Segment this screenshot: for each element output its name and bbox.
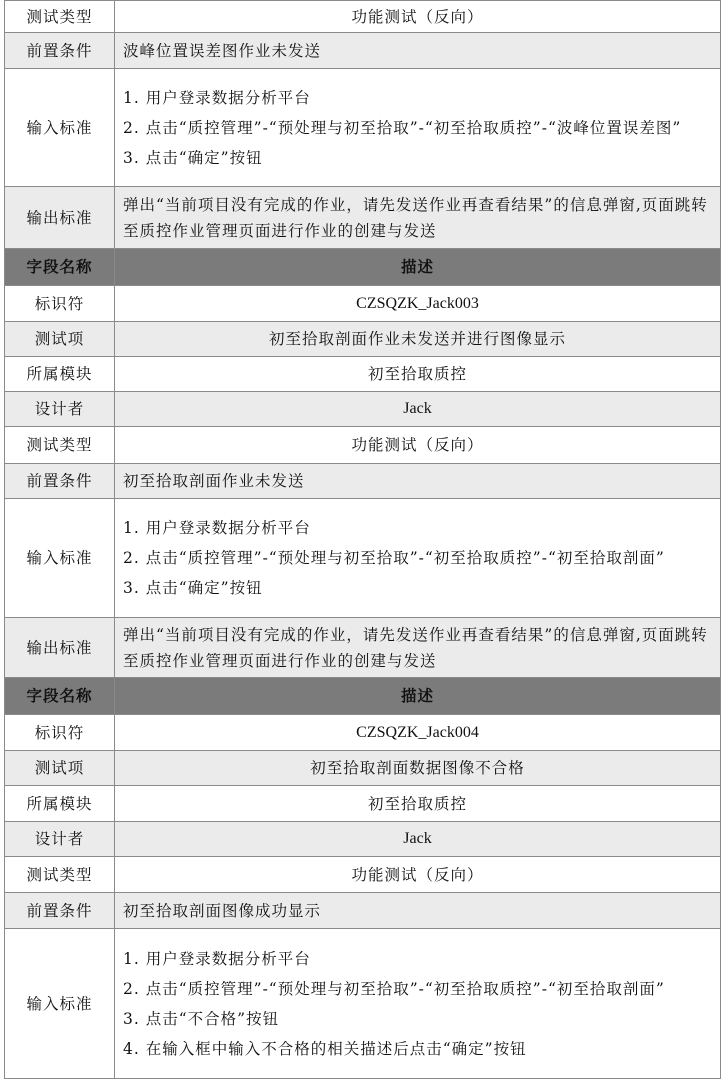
table-header-row bbox=[5, 249, 721, 286]
field-value: 初至拾取质控 bbox=[115, 786, 721, 822]
field-value: 功能测试（反向） bbox=[115, 427, 721, 464]
header-description: 描述 bbox=[115, 249, 721, 286]
field-value: 弹出“当前项目没有完成的作业，请先发送作业再查看结果”的信息弹窗,页面跳转至质控作业管理页面进行作业的创建与发送 bbox=[115, 618, 721, 678]
step-item: 3. 点击“确定”按钮 bbox=[123, 148, 263, 167]
header-field-name: 字段名称 bbox=[5, 678, 115, 715]
field-label: 设计者 bbox=[5, 822, 115, 857]
step-item: 4. 在输入框中输入不合格的相关描述后点击“确定”按钮 bbox=[123, 1039, 527, 1058]
field-label: 标识符 bbox=[5, 286, 115, 322]
field-value: 初至拾取剖面作业未发送 bbox=[115, 464, 721, 499]
field-label: 前置条件 bbox=[5, 893, 115, 929]
field-value: 波峰位置误差图作业未发送 bbox=[115, 33, 721, 69]
table-row bbox=[5, 286, 721, 322]
table-row bbox=[5, 857, 721, 893]
field-label: 测试项 bbox=[5, 751, 115, 786]
table-header-row bbox=[5, 678, 721, 715]
field-label: 标识符 bbox=[5, 715, 115, 751]
field-value: Jack bbox=[115, 392, 721, 427]
table-row bbox=[5, 499, 721, 618]
header-field-name: 字段名称 bbox=[5, 249, 115, 286]
step-item: 3. 点击“确定”按钮 bbox=[123, 579, 263, 597]
step-item: 3. 点击“不合格”按钮 bbox=[123, 1009, 280, 1028]
table-row bbox=[5, 69, 721, 187]
field-value: CZSQZK_Jack004 bbox=[115, 715, 721, 751]
field-label: 测试类型 bbox=[5, 1, 115, 33]
field-value: Jack bbox=[115, 822, 721, 857]
test-case-table bbox=[4, 0, 721, 1079]
field-value: CZSQZK_Jack003 bbox=[115, 286, 721, 322]
field-label: 设计者 bbox=[5, 392, 115, 427]
field-value: 功能测试（反向） bbox=[115, 1, 721, 33]
step-item: 2. 点击“质控管理”-“预处理与初至拾取”-“初至拾取质控”-“初至拾取剖面” bbox=[123, 979, 665, 998]
step-item: 2. 点击“质控管理”-“预处理与初至拾取”-“初至拾取质控”-“波峰位置误差图” bbox=[123, 118, 682, 137]
table-row bbox=[5, 392, 721, 427]
table-row bbox=[5, 322, 721, 357]
step-item: 1. 用户登录数据分析平台 bbox=[123, 519, 311, 537]
field-value: 初至拾取剖面数据图像不合格 bbox=[115, 751, 721, 786]
field-label: 输出标准 bbox=[5, 187, 115, 249]
field-label: 测试类型 bbox=[5, 857, 115, 893]
table-row bbox=[5, 751, 721, 786]
step-item: 1. 用户登录数据分析平台 bbox=[123, 949, 311, 968]
table-row bbox=[5, 1, 721, 33]
table-row bbox=[5, 929, 721, 1079]
table-row bbox=[5, 357, 721, 392]
table-row bbox=[5, 464, 721, 499]
field-label: 前置条件 bbox=[5, 464, 115, 499]
table-row bbox=[5, 715, 721, 751]
field-value: 初至拾取剖面作业未发送并进行图像显示 bbox=[115, 322, 721, 357]
field-label: 输入标准 bbox=[5, 69, 115, 187]
table-row bbox=[5, 786, 721, 822]
header-description: 描述 bbox=[115, 678, 721, 715]
table-row bbox=[5, 618, 721, 678]
field-label: 前置条件 bbox=[5, 33, 115, 69]
field-value: 初至拾取剖面图像成功显示 bbox=[115, 893, 721, 929]
step-item: 2. 点击“质控管理”-“预处理与初至拾取”-“初至拾取质控”-“初至拾取剖面” bbox=[123, 549, 665, 567]
field-value: 初至拾取质控 bbox=[115, 357, 721, 392]
field-label: 测试项 bbox=[5, 322, 115, 357]
table-row bbox=[5, 33, 721, 69]
table-row bbox=[5, 187, 721, 249]
table-row bbox=[5, 427, 721, 464]
field-label: 输入标准 bbox=[5, 499, 115, 618]
field-steps bbox=[115, 929, 721, 1079]
field-label: 输出标准 bbox=[5, 618, 115, 678]
step-item: 1. 用户登录数据分析平台 bbox=[123, 88, 311, 107]
field-value: 弹出“当前项目没有完成的作业，请先发送作业再查看结果”的信息弹窗,页面跳转至质控作业管理页面进行作业的创建与发送 bbox=[115, 187, 721, 249]
field-label: 输入标准 bbox=[5, 929, 115, 1079]
field-steps bbox=[115, 499, 721, 618]
field-steps bbox=[115, 69, 721, 187]
field-label: 测试类型 bbox=[5, 427, 115, 464]
table-row bbox=[5, 822, 721, 857]
field-label: 所属模块 bbox=[5, 786, 115, 822]
table-row bbox=[5, 893, 721, 929]
field-value: 功能测试（反向） bbox=[115, 857, 721, 893]
field-label: 所属模块 bbox=[5, 357, 115, 392]
